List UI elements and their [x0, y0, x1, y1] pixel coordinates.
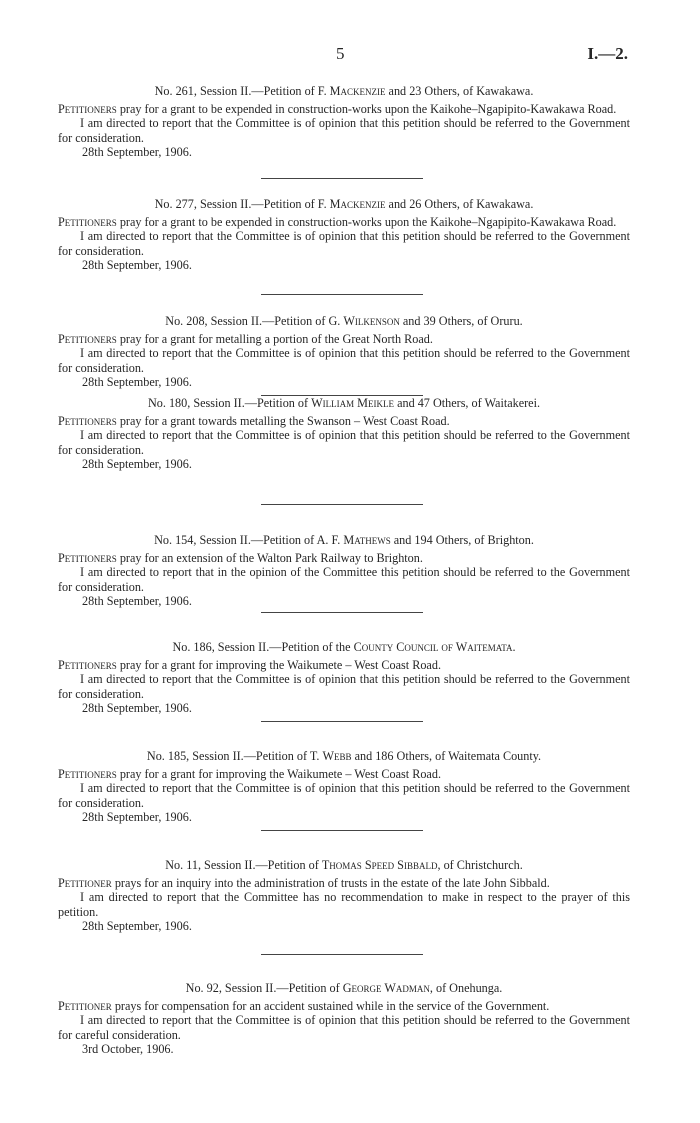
petition-prayer: Petitioners pray for an extension of the Walton Park Railway to Brighton.	[58, 550, 423, 565]
petitioner-name: Webb	[322, 749, 352, 763]
report-date: 28th September, 1906.	[82, 145, 192, 160]
petition-prayer: Petitioners pray for a grant for improving the Waikumete – West Coast Road.	[58, 766, 441, 781]
petition-entry	[58, 640, 630, 716]
committee-report: I am directed to report that the Committee is of opinion that this petition should be referred to the Government for consideration.	[58, 672, 630, 701]
petitioner-name: George Wadman	[342, 981, 430, 995]
committee-report: I am directed to report that the Committee is of opinion that this petition should be referred to the Government for consideration.	[58, 116, 630, 145]
petition-entry	[58, 749, 630, 825]
petitioner-name: William Meikle	[311, 396, 395, 410]
committee-report: I am directed to report that the Committee is of opinion that this petition should be referred to the Government for consideration.	[58, 346, 630, 375]
committee-report: I am directed to report that the Committee is of opinion that this petition should be referred to the Government for consideration.	[58, 229, 630, 258]
page-number: 5	[336, 44, 345, 63]
petition-prayer: Petitioners pray for a grant towards metalling the Swanson – West Coast Road.	[58, 413, 450, 428]
petitioner-name: Mackenzie	[329, 84, 386, 98]
petition-title: No. 92, Session II.—Petition of George Wadman, of Onehunga.	[185, 981, 503, 995]
petition-entry	[58, 981, 630, 1057]
petition-title: No. 261, Session II.—Petition of F. Mackenzie and 23 Others, of Kawakawa.	[154, 84, 534, 98]
section-divider	[261, 612, 423, 613]
report-date: 28th September, 1906.	[82, 375, 192, 390]
committee-report: I am directed to report that the Committee is of opinion that this petition should be referred to the Government for consideration.	[58, 428, 630, 457]
committee-report: I am directed to report that the Committee has no recommendation to make in respect to the prayer of this petition.	[58, 890, 630, 919]
petition-entry	[58, 396, 630, 472]
petition-title: No. 11, Session II.—Petition of Thomas Speed Sibbald, of Christchurch.	[165, 858, 523, 872]
petition-entry	[58, 197, 630, 273]
petition-prayer: Petitioner prays for an inquiry into the administration of trusts in the estate of the late John Sibbald.	[58, 875, 550, 890]
petition-title: No. 185, Session II.—Petition of T. Webb and 186 Others, of Waitemata County.	[146, 749, 542, 763]
petition-entry	[58, 314, 630, 390]
petition-title: No. 154, Session II.—Petition of A. F. Mathews and 194 Others, of Brighton.	[154, 533, 534, 547]
report-date: 28th September, 1906.	[82, 594, 192, 609]
report-date: 28th September, 1906.	[82, 258, 192, 273]
section-divider	[261, 721, 423, 722]
section-divider	[261, 504, 423, 505]
section-divider	[261, 178, 423, 179]
section-divider	[261, 954, 423, 955]
petition-entry	[58, 84, 630, 160]
committee-report: I am directed to report that the Committee is of opinion that this petition should be referred to the Government for consideration.	[58, 781, 630, 810]
document-reference: I.—2.	[587, 44, 628, 63]
report-date: 3rd October, 1906.	[82, 1042, 174, 1057]
petitioner-name: Wilkenson	[343, 314, 400, 328]
section-divider	[261, 830, 423, 831]
petition-prayer: Petitioners pray for a grant to be expended in construction-works upon the Kaikohe–Ngapipito-Kawakawa Road.	[58, 101, 617, 116]
petition-title: No. 180, Session II.—Petition of William Meikle and 47 Others, of Waitakerei.	[147, 396, 541, 410]
petitioner-name: Mathews	[343, 533, 391, 547]
petitioner-name: Mackenzie	[329, 197, 386, 211]
petition-entry	[58, 533, 630, 609]
report-date: 28th September, 1906.	[82, 701, 192, 716]
petitioner-name: County Council of Waitemata	[353, 640, 513, 654]
committee-report: I am directed to report that the Committee is of opinion that this petition should be referred to the Government for careful consideration.	[58, 1013, 630, 1042]
petition-title: No. 208, Session II.—Petition of G. Wilkenson and 39 Others, of Oruru.	[165, 314, 523, 328]
committee-report: I am directed to report that in the opinion of the Committee this petition should be referred to the Government for consideration.	[58, 565, 630, 594]
petition-title: No. 186, Session II.—Petition of the County Council of Waitemata.	[172, 640, 516, 654]
report-date: 28th September, 1906.	[82, 810, 192, 825]
petition-entry	[58, 858, 630, 934]
petition-prayer: Petitioners pray for a grant for metalling a portion of the Great North Road.	[58, 331, 433, 346]
petition-prayer: Petitioners pray for a grant for improving the Waikumete – West Coast Road.	[58, 657, 441, 672]
section-divider	[261, 294, 423, 295]
petition-prayer: Petitioner prays for compensation for an accident sustained while in the service of the Government.	[58, 998, 550, 1013]
page-header	[0, 44, 700, 68]
petitioner-name: Thomas Speed Sibbald	[321, 858, 438, 872]
petition-title: No. 277, Session II.—Petition of F. Mackenzie and 26 Others, of Kawakawa.	[154, 197, 534, 211]
petition-prayer: Petitioners pray for a grant to be expended in construction-works upon the Kaikohe–Ngapipito-Kawakawa Road.	[58, 214, 617, 229]
report-date: 28th September, 1906.	[82, 457, 192, 472]
report-date: 28th September, 1906.	[82, 919, 192, 934]
